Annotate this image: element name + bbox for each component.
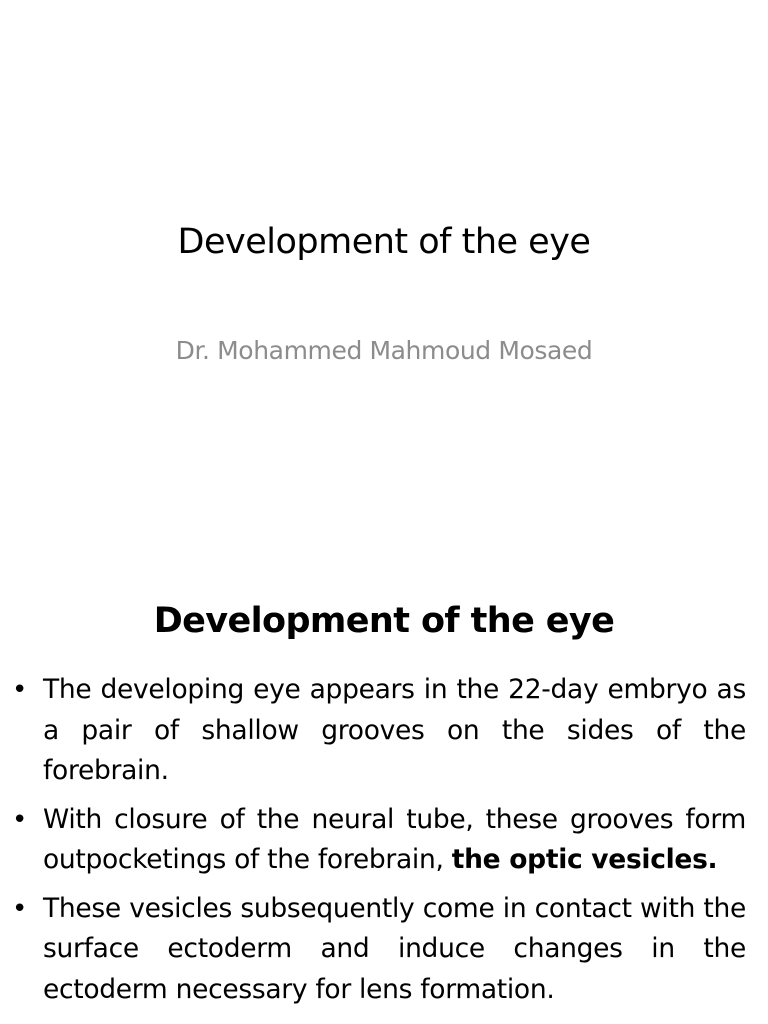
bullet-text: With closure of the neural tube, these grooves form outpocketings of the forebrain, <box>43 803 746 875</box>
bullet-dot-icon: • <box>12 675 28 705</box>
slide-title: Development of the eye <box>177 222 591 262</box>
content-slide <box>0 576 768 1024</box>
bullet-item-2 <box>12 800 746 881</box>
bullet-dot-icon: • <box>12 893 28 924</box>
slide-author: Dr. Mohammed Mahmoud Mosaed <box>175 336 593 365</box>
bullet-item-1 <box>12 670 746 792</box>
bullet-bold-text: the optic vesicles. <box>451 844 718 875</box>
bullet-dot-icon: • <box>12 804 28 835</box>
bullet-list <box>0 670 768 1018</box>
bullet-text: The developing eye appears in the 22-day embryo as a pair of shallow grooves on the sides of the forebrain. <box>43 674 746 786</box>
bullet-text: These vesicles subsequently come in contact with the surface ectoderm and induce changes in the ectoderm necessary for lens formation. <box>43 892 746 1005</box>
content-heading: Development of the eye <box>153 601 615 641</box>
bullet-item-3 <box>12 889 746 1011</box>
